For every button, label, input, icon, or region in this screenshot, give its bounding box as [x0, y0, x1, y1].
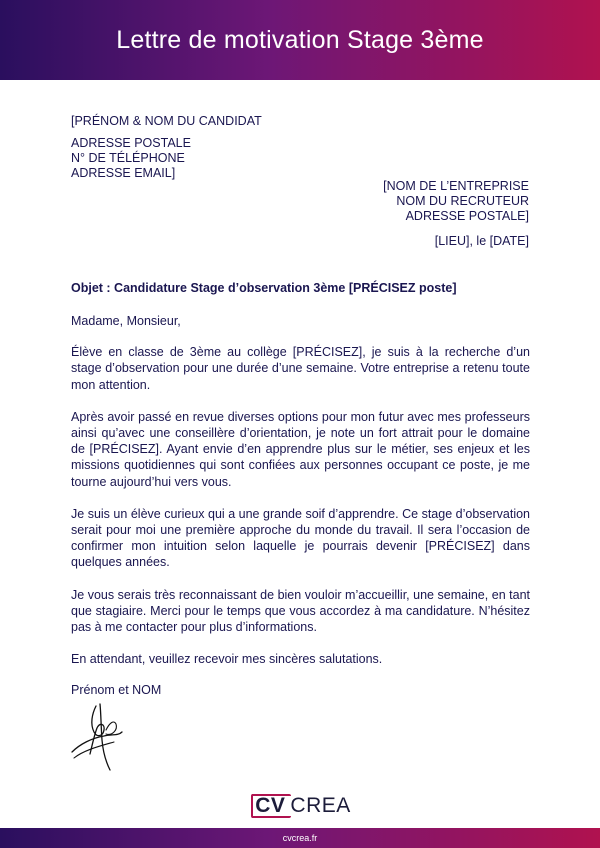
sender-address: ADRESSE POSTALE — [71, 136, 191, 150]
sender-block — [71, 114, 262, 181]
letter-paragraph: Après avoir passé en revue diverses options pour mon futur avec mes professeurs ainsi qu’avec une conseillère d’orientation, je note un fort attrait pour le domaine de [PRÉCISEZ]. Ayant envie d’en apprendre plus sur le métier, ses enjeux et les missions quotidiennes qui sont confiées aux personnes occupant ce poste, je me tourne aujourd’hui vers vous. — [71, 409, 530, 489]
recipient-recruiter: NOM DU RECRUTEUR — [396, 194, 529, 208]
cvcrea-logo — [253, 793, 349, 819]
handwritten-signature — [70, 700, 130, 775]
letter-body — [71, 313, 530, 683]
logo-cv-text: CV — [251, 794, 289, 818]
sender-email: ADRESSE EMAIL] — [71, 166, 176, 180]
page-header — [0, 0, 600, 80]
recipient-company: [NOM DE L’ENTREPRISE — [383, 179, 529, 193]
letter-salutation: Madame, Monsieur, — [71, 314, 181, 328]
letter-closing: En attendant, veuillez recevoir mes sincères salutations. — [71, 652, 383, 667]
recipient-address: ADRESSE POSTALE] — [405, 209, 529, 223]
page-title: Lettre de motivation Stage 3ème — [116, 25, 484, 54]
logo-crea-text: CREA — [290, 794, 351, 817]
footer-link[interactable]: cvcrea.fr — [282, 833, 318, 843]
place-date: [LIEU], le [DATE] — [434, 234, 529, 248]
sender-phone: N° DE TÉLÉPHONE — [71, 151, 185, 165]
signature-name: Prénom et NOM — [71, 683, 162, 697]
sender-name: [PRÉNOM & NOM DU CANDIDAT — [71, 114, 262, 128]
letter-paragraph: Je vous serais très reconnaissant de bien vouloir m’accueillir, une semaine, en tant que stagiaire. Merci pour le temps que vous accordez à ma candidature. N’hésitez pas à me contacter pour plus d’informations. — [71, 587, 530, 635]
recipient-block — [383, 179, 529, 224]
page-footer — [0, 828, 600, 848]
letter-paragraph: Je suis un élève curieux qui a une grande soif d’apprendre. Ce stage d’observation serait pour moi une première approche du monde du travail. Il sera l’occasion de confirmer mon intuition selon laquelle je pourrais devenir [PRÉCISEZ] dans quelques années. — [71, 506, 530, 570]
letter-subject: Objet : Candidature Stage d’observation 3ème [PRÉCISEZ poste] — [71, 281, 457, 295]
letter-paragraph: Élève en classe de 3ème au collège [PRÉCISEZ], je suis à la recherche d’un stage d’observation pour une durée d’une semaine. Votre entreprise a retenu toute mon attention. — [71, 345, 530, 392]
